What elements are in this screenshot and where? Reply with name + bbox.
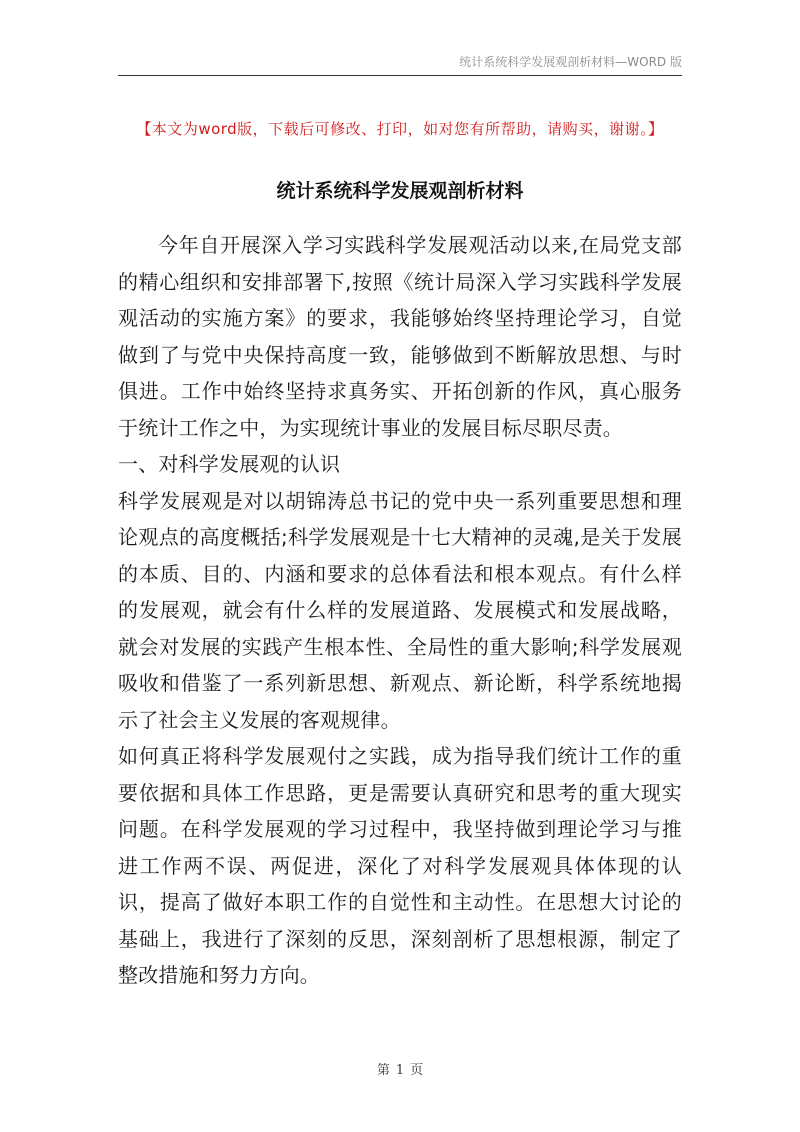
section-heading: 一、对科学发展观的认识 [118, 452, 341, 476]
document-body [118, 227, 682, 994]
header-rule [118, 75, 682, 76]
page-footer [0, 1059, 800, 1078]
footer-prefix: 第 [376, 1063, 390, 1078]
paragraph-practice: 如何真正将科学发展观付之实践，成为指导我们统计工作的重要依据和具体工作思路，更是需要认真研究和思考的重大现实问题。在科学发展观的学习过程中，我坚持做到理论学习与推进工作两不误、两促进，深化了对科学发展观具体体现的认识，提高了做好本职工作的自觉性和主动性。在思想大讨论的基础上，我进行了深刻的反思，深刻剖析了思想根源，制定了整改措施和努力方向。 [118, 744, 682, 987]
paragraph-intro: 今年自开展深入学习实践科学发展观活动以来,在局党支部的精心组织和安排部署下,按照《统计局深入学习实践科学发展观活动的实施方案》的要求，我能够始终坚持理论学习，自觉做到了与党中央保持高度一致，能够做到不断解放思想、与时俱进。工作中始终坚持求真务实、开拓创新的作风，真心服务于统计工作之中，为实现统计事业的发展目标尽职尽责。 [118, 233, 682, 440]
paragraph-understanding: 科学发展观是对以胡锦涛总书记的党中央一系列重要思想和理论观点的高度概括;科学发展观是十七大精神的灵魂,是关于发展的本质、目的、内涵和要求的总体看法和根本观点。有什么样的发展观，就会有什么样的发展道路、发展模式和发展战略，就会对发展的实践产生根本性、全局性的重大影响;科学发展观吸收和借鉴了一系列新思想、新观点、新论断，科学系统地揭示了社会主义发展的客观规律。 [118, 488, 682, 732]
footer-suffix: 页 [410, 1063, 424, 1078]
download-notice: 【本文为word版，下载后可修改、打印，如对您有所帮助，请购买，谢谢。】 [136, 120, 664, 138]
document-title: 统计系统科学发展观剖析材料 [276, 180, 524, 202]
page-number: 1 [395, 1063, 405, 1078]
running-header: 统计系统科学发展观剖析材料—WORD 版 [459, 55, 682, 69]
